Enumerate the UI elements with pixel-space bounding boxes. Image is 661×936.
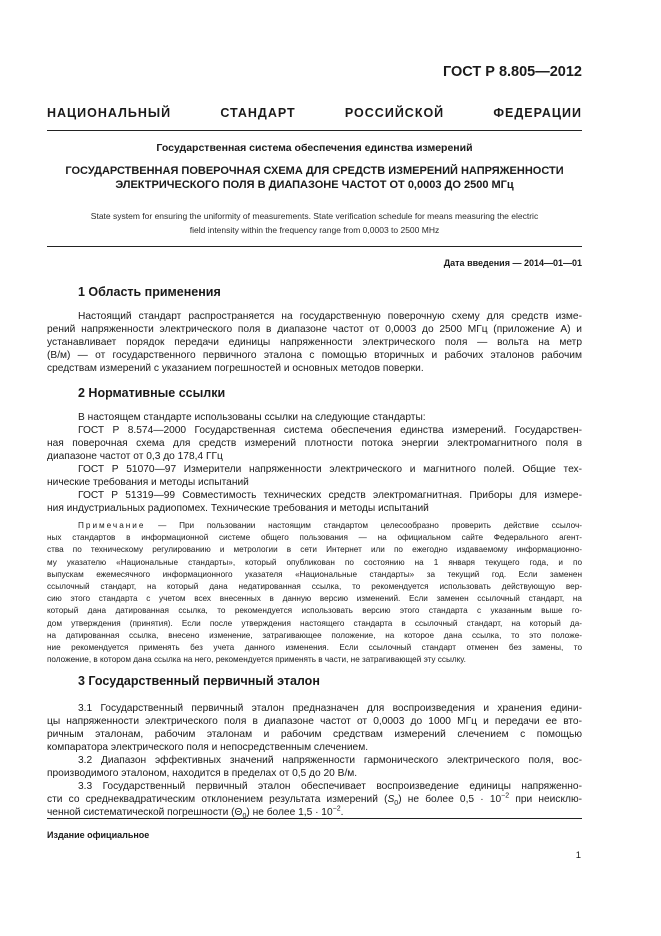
standard-banner: НАЦИОНАЛЬНЫЙ СТАНДАРТ РОССИЙСКОЙ ФЕДЕРАЦИИ (47, 106, 582, 120)
note-line: ние рекомендуется применять без учета данного изменения. Если ссылочный стандарт отменен без замены, то (47, 642, 582, 652)
note-text: — При пользовании настоящим стандартом целесообразно проверить действие ссылоч- (158, 521, 582, 530)
text-line: средствам измерений с указанием погрешностей и основных методов поверки. (47, 363, 424, 374)
text-line: диапазоне частот от 0,3 до 178,4 ГГц (47, 451, 223, 462)
text-fragment: ) не более 0,5 · 10 (398, 794, 502, 805)
note-line: выпускам ежемесячного информационного указателя «Национальные стандарты» за текущий год. Если заменен (47, 569, 582, 579)
system-title: Государственная система обеспечения единства измерений (156, 142, 473, 154)
subscript: 0 (242, 813, 247, 821)
text-line: ричным эталонам, рабочим эталонам и рабочим средствам измерений слечением с помощью (47, 729, 582, 740)
text-line: (В/м) — от государственного первичного эталона с помощью вторичных и рабочих эталонов рабочим (47, 350, 582, 361)
document-number: ГОСТ Р 8.805—2012 (442, 64, 582, 80)
text-line: ГОСТ Р 51070—97 Измерители напряженности электрического и магнитного полей. Общие тех- (78, 464, 582, 475)
section-2-paragraph (47, 411, 582, 515)
text-fragment: сти со среднеквадратическим отклонением результата измерений ( (47, 794, 388, 805)
text-line: устанавливает порядок передачи единицы напряженности электрического поля — вольта на метр (47, 337, 582, 348)
superscript: −2 (332, 805, 341, 813)
section-3-paragraph (47, 702, 582, 819)
text-fragment: при неисклю- (509, 794, 582, 805)
english-title (40, 209, 589, 237)
text-line: ная поверочная схема для средств измерений плотности потока энергии электромагнитного поля в (47, 438, 582, 449)
section-1-heading: 1 Область применения (78, 285, 221, 299)
text-line: ГОСТ Р 8.574—2000 Государственная система обеспечения единства измерений. Государствен- (78, 425, 582, 436)
text-line: Настоящий стандарт распространяется на государственную поверочную схему для средств изме- (78, 311, 582, 322)
note-line: который дана датированная ссылка, то рекомендуется использовать версию этого стандарта с указанным выше го- (47, 606, 582, 616)
main-title-line: ЭЛЕКТРИЧЕСКОГО ПОЛЯ В ДИАПАЗОНЕ ЧАСТОТ ОТ 0,0003 ДО 2500 МГц (115, 179, 514, 191)
text-line: производимого эталоном, находится в пределах от 0,5 до 20 В/м. (47, 768, 358, 779)
note-block (47, 520, 582, 666)
official-edition-label: Издание официальное (47, 830, 150, 840)
introduction-date: Дата введения — 2014—01—01 (443, 258, 582, 268)
note-line: дом утверждения (принятия). Если после утверждения настоящего стандарта в ссылочный стандарт, на который да- (47, 618, 582, 628)
symbol-s: S (387, 794, 395, 805)
text-fragment: ) не более 1,5 · 10 (246, 807, 333, 818)
section-2-heading: 2 Нормативные ссылки (78, 386, 226, 400)
note-label: Примечание (78, 521, 146, 530)
divider-title (47, 246, 582, 247)
note-line: сию этого стандарта с учетом всех внесенных в данную версию изменений. Если заменен ссылочный стандарт, на (47, 594, 582, 604)
text-line: ния индустриальных радиопомех. Технические требования и методы испытаний (47, 503, 429, 514)
section-3-heading: 3 Государственный первичный эталон (78, 674, 320, 688)
text-line: ГОСТ Р 51319—99 Совместимость технических средств электромагнитная. Приборы для измере- (78, 490, 582, 501)
text-line: нические требования и методы испытаний (47, 477, 249, 488)
english-title-line: State system for ensuring the uniformity of measurements. State verification schedule for means measuring the electric (90, 211, 539, 221)
note-line: положение, в котором дана ссылка на него, рекомендуется применять в части, не затрагивающей эту ссылку. (47, 655, 466, 665)
text-fragment: ченной систематической погрешности (Θ (47, 807, 243, 818)
divider-top (47, 130, 582, 131)
text-line: 3.3 Государственный первичный эталон обеспечивает воспроизведение единицы напряженно- (78, 781, 582, 792)
english-title-line: field intensity within the frequency range from 0,0003 to 2500 MHz (189, 225, 440, 235)
main-title (47, 164, 582, 192)
text-fragment: . (340, 807, 344, 818)
superscript: −2 (501, 792, 510, 800)
note-line: на датированная ссылка, внесено изменение, затрагивающее положение, на которое дана ссылка, то это положе- (47, 630, 582, 640)
note-line: му указателю «Национальные стандарты», который опубликован по состоянию на 1 января текущего года, и по (47, 557, 582, 567)
page-number: 1 (575, 850, 581, 861)
section-1-paragraph (47, 310, 582, 375)
text-line: компаратора электрического поля и непосредственным слечением. (47, 742, 369, 753)
text-line: 3.1 Государственный первичный эталон предназначен для воспроизведения и хранения едини- (78, 703, 582, 714)
text-line: цы напряженности электрического поля в диапазоне частот от 0,0003 до 1000 МГц и передачи ее вто- (47, 716, 582, 727)
note-line: ссылочный стандарт, на который дана недатированная ссылка, то рекомендуется использовать действующую вер- (47, 581, 582, 591)
main-title-line: ГОСУДАРСТВЕННАЯ ПОВЕРОЧНАЯ СХЕМА ДЛЯ СРЕДСТВ ИЗМЕРЕНИЙ НАПРЯЖЕННОСТИ (65, 165, 564, 177)
note-line (47, 520, 582, 532)
note-line: ных стандартов в информационной системе общего пользования — на официальном сайте Федерального агент- (47, 533, 582, 543)
text-line (47, 793, 582, 806)
text-line: рений напряженности электрического поля в диапазоне частот от 0,0003 до 2500 МГц (приложение А) и (47, 324, 582, 335)
subscript: 0 (394, 800, 399, 808)
text-line: 3.2 Диапазон эффективных значений напряженности гармонического электрического поля, вос- (78, 755, 582, 766)
note-line: ства по техническому регулированию и метрологии в сети Интернет или по ежегодно издаваемому информационно- (47, 545, 582, 555)
divider-bottom (47, 818, 582, 819)
text-line: В настоящем стандарте использованы ссылки на следующие стандарты: (78, 412, 426, 423)
